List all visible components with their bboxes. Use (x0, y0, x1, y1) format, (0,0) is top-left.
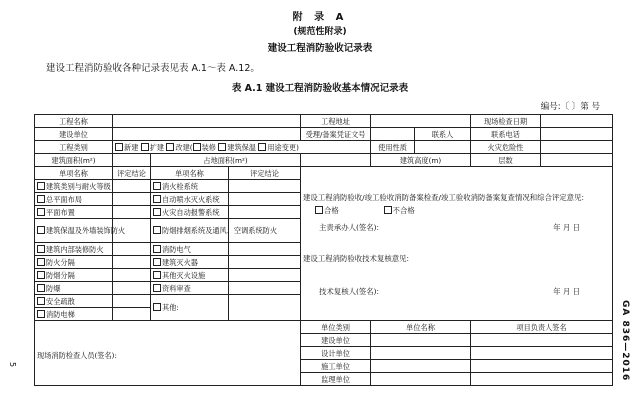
left-item-label: 总平面布局 (46, 194, 82, 204)
left-item (35, 269, 113, 282)
left-item-label: 防火分隔 (46, 257, 75, 267)
left-item (35, 193, 113, 206)
left-item-label: 建筑内部装修防火 (46, 244, 104, 254)
review-heading: 建设工程消防验收技术复核意见: (303, 254, 409, 263)
usage-label: 使用性质 (371, 141, 415, 154)
appendix-title: 附 录 A (292, 12, 348, 23)
left-item (35, 180, 113, 193)
extension-checkbox[interactable] (141, 143, 149, 151)
serial-number: 编号:〔 〕第 号 (540, 102, 600, 112)
unit-type-header: 单位类别 (301, 321, 371, 334)
standard-code: GA 836—2016 (620, 300, 630, 382)
appendix-subtitle: (规范性附录) (293, 27, 347, 37)
right-item-label: 其他灭火设施 (162, 270, 206, 280)
left-item (35, 206, 113, 219)
usage-value[interactable] (415, 141, 471, 154)
left-result[interactable] (113, 206, 151, 219)
floors-label: 层数 (471, 154, 541, 167)
left-item (35, 295, 113, 308)
table-caption: 表 A.1 建设工程消防验收基本情况记录表 (231, 83, 409, 94)
right-item (151, 219, 278, 243)
inspectors-label: 现场消防检查人员(签名): (37, 351, 117, 360)
inspectors-cell (35, 321, 301, 386)
right-result[interactable] (229, 193, 301, 206)
left-item-label: 建筑保温及外墙装饰防火 (46, 226, 126, 235)
left-item-checkbox[interactable] (37, 226, 45, 234)
right-result[interactable] (229, 180, 301, 193)
contact-label: 联系人 (415, 128, 471, 141)
left-result[interactable] (113, 295, 151, 308)
right-item-checkbox[interactable] (153, 303, 161, 311)
right-item (151, 295, 229, 321)
builder-value[interactable] (113, 128, 301, 141)
right-item (151, 193, 229, 206)
right-item (151, 269, 229, 282)
unit-name-value[interactable] (371, 347, 471, 360)
rebuild-checkbox[interactable] (166, 143, 174, 151)
right-item-label: 防烟排烟系统及通风、空调系统防火 (162, 226, 278, 235)
left-item-label: 消防电梯 (46, 309, 75, 319)
builder-label: 建设单位 (35, 128, 113, 141)
pass-checkbox[interactable] (315, 206, 323, 214)
fail-checkbox[interactable] (384, 206, 392, 214)
fire-risk-label: 火灾危险性 (471, 141, 541, 154)
left-result[interactable] (113, 269, 151, 282)
extension-label: 扩建 (149, 142, 165, 152)
left-item-label: 防爆 (46, 283, 61, 293)
unit-type: 设计单位 (301, 347, 371, 360)
unit-name-value[interactable] (371, 334, 471, 347)
fire-risk-value[interactable] (541, 141, 613, 154)
right-item (151, 180, 229, 193)
right-result-header: 评定结论 (229, 167, 301, 180)
right-item-label: 消防电气 (162, 244, 191, 254)
left-result[interactable] (113, 256, 151, 269)
inspection-date-label: 现场检查日期 (471, 115, 541, 128)
new-label: 新建 (124, 142, 139, 152)
fail-label: 不合格 (392, 206, 415, 215)
right-item-checkbox[interactable] (153, 226, 161, 234)
left-item-header: 单项名称 (35, 167, 113, 180)
acceptance-record-table (34, 114, 613, 386)
unit-name-value[interactable] (371, 360, 471, 373)
unit-head-header: 项目负责人签名 (471, 321, 613, 334)
left-item-checkbox[interactable] (37, 195, 45, 203)
opinion-heading: 建设工程消防验收/竣工验收消防备案检查/竣工验收消防备案复查情况和综合评定意见: (303, 193, 584, 202)
decor-checkbox[interactable] (193, 143, 201, 151)
unit-head-value[interactable] (471, 360, 613, 373)
floors-value[interactable] (541, 154, 613, 167)
project-type-options (113, 141, 371, 154)
accept-doc-label: 受理/备案凭证文号 (301, 128, 371, 141)
pass-label: 合格 (324, 206, 339, 215)
left-item (35, 282, 113, 295)
building-height-label: 建筑高度(m) (371, 154, 471, 167)
right-item-checkbox[interactable] (153, 271, 161, 279)
left-result[interactable] (113, 193, 151, 206)
use-change-checkbox[interactable] (258, 143, 266, 151)
right-result[interactable] (229, 256, 301, 269)
right-item (151, 282, 229, 295)
land-area-label: 占地面积(m²) (151, 154, 301, 167)
left-item (35, 219, 126, 243)
right-result[interactable] (229, 295, 301, 321)
right-item-label: 资料审查 (162, 283, 191, 293)
intro-text: 建设工程消防验收各种记录表见表 A.1～表 A.12。 (46, 63, 260, 74)
right-item-checkbox[interactable] (153, 245, 161, 253)
left-item-checkbox[interactable] (37, 310, 45, 318)
unit-head-value[interactable] (471, 373, 613, 386)
row-project-name (35, 115, 613, 128)
building-area-label: 建筑面积(m²) (35, 154, 113, 167)
envelope-label: 建筑保温 (227, 142, 257, 152)
inspection-date-value[interactable] (541, 115, 613, 128)
left-item-checkbox[interactable] (37, 258, 45, 266)
left-item-label: 平面布置 (46, 207, 75, 217)
project-address-label: 工程地址 (301, 115, 371, 128)
right-item-label: 建筑灭火器 (162, 257, 198, 267)
left-item-checkbox[interactable] (37, 271, 45, 279)
land-area-value[interactable] (301, 154, 371, 167)
right-result[interactable] (229, 269, 301, 282)
new-checkbox[interactable] (115, 143, 123, 151)
unit-name-header: 单位名称 (371, 321, 471, 334)
left-item-label: 防烟分隔 (46, 270, 75, 280)
right-item-checkbox[interactable] (153, 284, 161, 292)
unit-type: 建设单位 (301, 334, 371, 347)
chief-sign-date: 年 月 日 (553, 223, 581, 232)
appendix-name: 建设工程消防验收记录表 (267, 43, 373, 54)
unit-type: 施工单位 (301, 360, 371, 373)
left-result[interactable] (113, 282, 151, 295)
right-item-header: 单项名称 (151, 167, 229, 180)
unit-head-value[interactable] (471, 347, 613, 360)
right-result[interactable] (229, 243, 301, 256)
building-area-value[interactable] (113, 154, 151, 167)
right-item-label: 其他: (162, 303, 179, 312)
right-item-label: 消火栓系统 (162, 181, 198, 191)
right-item-checkbox[interactable] (153, 208, 161, 216)
right-item (151, 243, 229, 256)
project-name-value[interactable] (113, 115, 301, 128)
right-item-checkbox[interactable] (153, 258, 161, 266)
right-item (151, 206, 229, 219)
left-item (35, 308, 113, 321)
left-result-header: 评定结论 (113, 167, 151, 180)
row-builder (35, 128, 613, 141)
project-address-value[interactable] (371, 115, 471, 128)
accept-doc-value[interactable] (371, 128, 415, 141)
right-result[interactable] (229, 282, 301, 295)
contact-phone-label: 联系电话 (471, 128, 541, 141)
left-item-label: 安全疏散 (46, 296, 75, 306)
right-item (151, 256, 229, 269)
contact-phone-value[interactable] (541, 128, 613, 141)
right-item-label: 自动喷水灭火系统 (162, 194, 220, 204)
project-name-label: 工程名称 (35, 115, 113, 128)
left-result[interactable] (113, 308, 151, 321)
right-item-checkbox[interactable] (153, 182, 161, 190)
row-project-type (35, 141, 613, 154)
left-item-checkbox[interactable] (37, 208, 45, 216)
unit-head-value[interactable] (471, 334, 613, 347)
reviewer-sign-label: 技术复核人(签名): (319, 287, 380, 296)
envelope-checkbox[interactable] (218, 143, 226, 151)
left-item (35, 256, 113, 269)
left-item-checkbox[interactable] (37, 245, 45, 253)
row-area (35, 154, 613, 167)
left-item-checkbox[interactable] (37, 284, 45, 292)
left-item (35, 243, 113, 256)
rebuild-label: 改建( (175, 142, 193, 152)
chief-sign-label: 主责承办人(签名): (319, 223, 380, 232)
left-item-label: 建筑类别与耐火等级 (46, 181, 111, 191)
unit-type: 监理单位 (301, 373, 371, 386)
project-type-label: 工程类别 (35, 141, 113, 154)
opinion-block (301, 167, 613, 321)
right-result[interactable] (229, 206, 301, 219)
left-item-checkbox[interactable] (37, 182, 45, 190)
page-number: 5 (8, 362, 17, 368)
row-checklist-header (35, 167, 613, 180)
left-result[interactable] (113, 180, 151, 193)
decor-label: 装修 (201, 142, 216, 152)
use-change-label: 用途变更) (267, 142, 299, 152)
right-item-label: 火灾自动报警系统 (162, 207, 220, 217)
unit-name-value[interactable] (371, 373, 471, 386)
left-result[interactable] (113, 243, 151, 256)
reviewer-sign-date: 年 月 日 (553, 287, 581, 296)
right-item-checkbox[interactable] (153, 195, 161, 203)
left-item-checkbox[interactable] (37, 297, 45, 305)
